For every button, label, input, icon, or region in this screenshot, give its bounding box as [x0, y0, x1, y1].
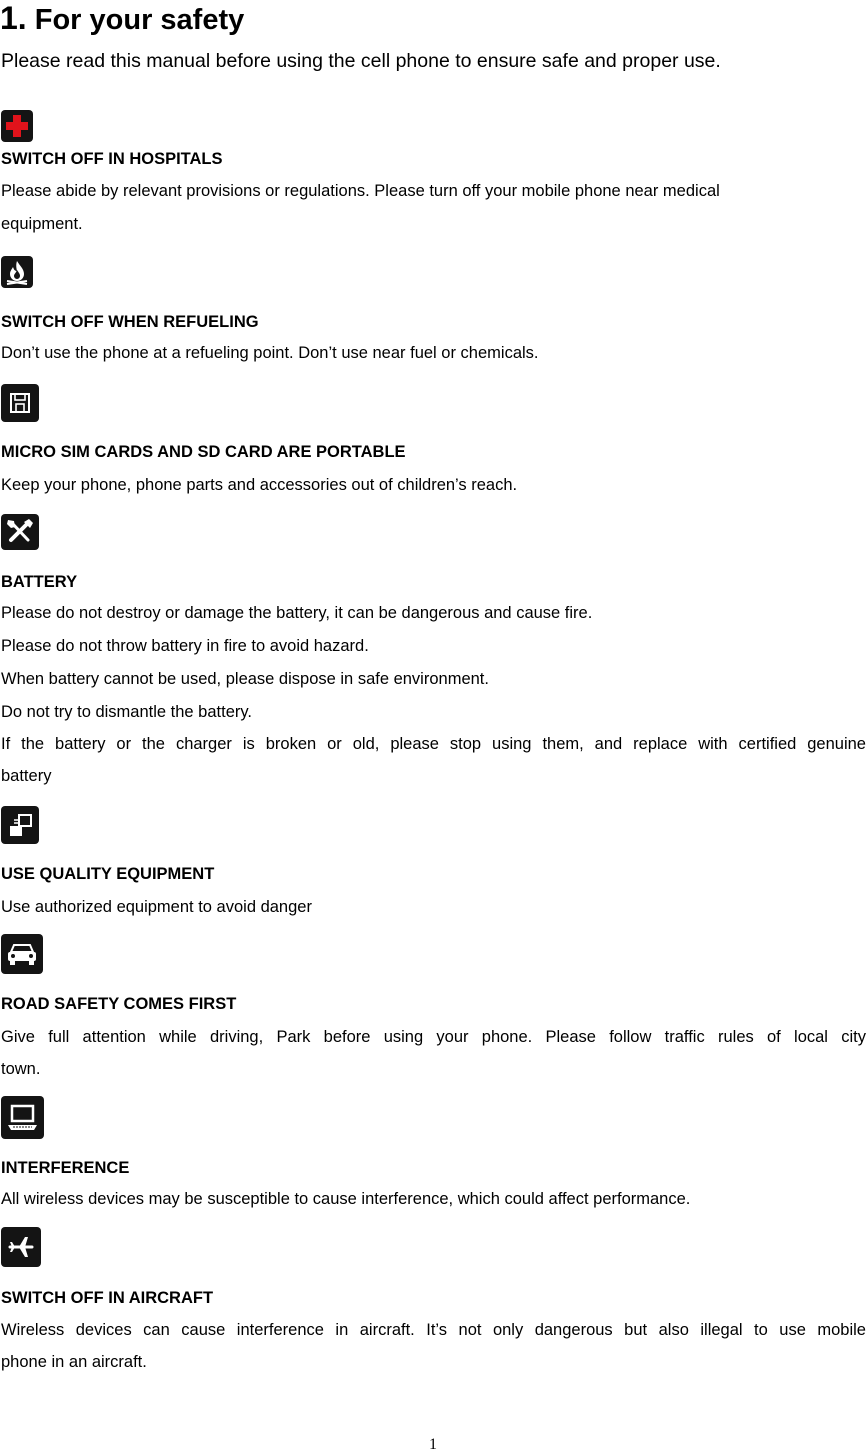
laptop-icon: [1, 1096, 44, 1139]
section-title: BATTERY: [1, 573, 78, 591]
equipment-icon: [1, 806, 39, 844]
red-cross-icon: [1, 110, 33, 142]
body-line: If the battery or the charger is broken or old, please stop using them, and replace with certified genuine: [1, 735, 866, 753]
body-line: Keep your phone, phone parts and accessories out of children’s reach.: [1, 476, 518, 494]
body-line: battery: [1, 767, 52, 785]
section-title: USE QUALITY EQUIPMENT: [1, 865, 215, 883]
section-title: ROAD SAFETY COMES FIRST: [1, 995, 237, 1013]
body-line: equipment.: [1, 215, 83, 233]
body-line: Don’t use the phone at a refueling point. Don’t use near fuel or chemicals.: [1, 344, 539, 362]
car-icon: [1, 934, 43, 974]
section-title: SWITCH OFF IN HOSPITALS: [1, 150, 223, 168]
body-line: phone in an aircraft.: [1, 1353, 147, 1371]
sd-card-icon: [1, 384, 39, 422]
page-number: 1: [429, 1436, 437, 1453]
heading-number: 1.: [0, 0, 27, 36]
body-line: Please do not destroy or damage the battery, it can be dangerous and cause fire.: [1, 604, 593, 622]
section-title: MICRO SIM CARDS AND SD CARD ARE PORTABLE: [1, 443, 406, 461]
body-line: All wireless devices may be susceptible to cause interference, which could affect performance.: [1, 1190, 691, 1208]
body-line: When battery cannot be used, please dispose in safe environment.: [1, 670, 489, 688]
airplane-icon: [1, 1227, 41, 1267]
body-line: Wireless devices can cause interference in aircraft. It’s not only dangerous but also illegal to use mobile: [1, 1321, 866, 1339]
body-line: town.: [1, 1060, 41, 1078]
body-line: Please do not throw battery in fire to avoid hazard.: [1, 637, 369, 655]
fuel-flame-icon: [1, 256, 33, 288]
heading-title: For your safety: [34, 4, 245, 36]
section-title: SWITCH OFF WHEN REFUELING: [1, 313, 259, 331]
body-line: Do not try to dismantle the battery.: [1, 703, 252, 721]
section-heading: [0, 0, 244, 38]
tools-icon: [1, 514, 39, 550]
intro-text: Please read this manual before using the cell phone to ensure safe and proper use.: [1, 50, 721, 72]
section-title: SWITCH OFF IN AIRCRAFT: [1, 1289, 214, 1307]
section-title: INTERFERENCE: [1, 1159, 130, 1177]
body-line: Give full attention while driving, Park before using your phone. Please follow traffic rules of local city: [1, 1028, 866, 1046]
body-line: Use authorized equipment to avoid danger: [1, 898, 312, 916]
body-line: Please abide by relevant provisions or regulations. Please turn off your mobile phone near medical: [1, 182, 720, 200]
